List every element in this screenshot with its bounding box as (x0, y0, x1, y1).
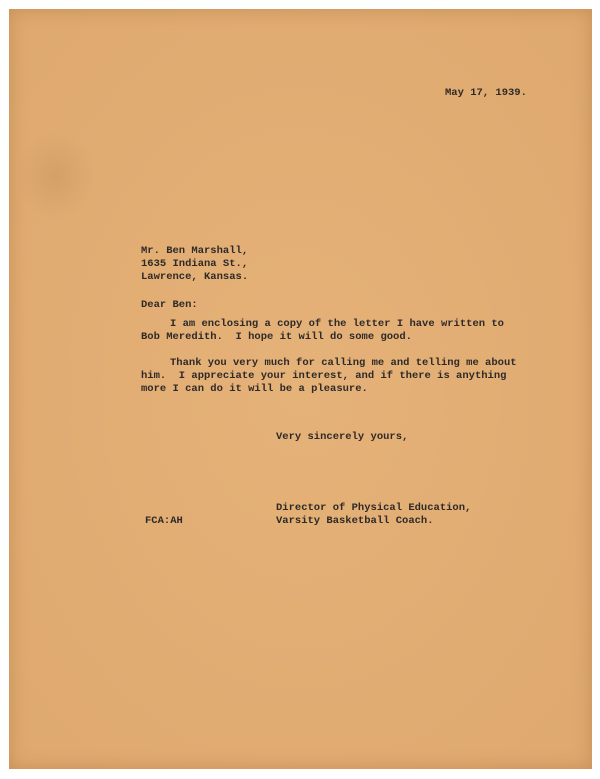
signature-title-line2: Varsity Basketball Coach. (276, 515, 434, 527)
recipient-name: Mr. Ben Marshall, (141, 245, 249, 257)
recipient-city: Lawrence, Kansas. (141, 271, 249, 283)
closing: Very sincerely yours, (276, 431, 409, 443)
letter-date: May 17, 1939. (445, 87, 527, 99)
paragraph2-line1: Thank you very much for calling me and telling me about (170, 357, 517, 369)
paragraph1-line2: Bob Meredith. I hope it will do some good. (141, 331, 412, 343)
paragraph2-line3: more I can do it will be a pleasure. (141, 383, 368, 395)
typist-initials: FCA:AH (145, 515, 183, 527)
recipient-street: 1635 Indiana St., (141, 258, 249, 270)
paragraph1-line1: I am enclosing a copy of the letter I have written to (170, 318, 504, 330)
letter-page (9, 9, 592, 769)
paragraph2-line2: him. I appreciate your interest, and if there is anything (141, 370, 507, 382)
salutation: Dear Ben: (141, 299, 198, 311)
signature-title-line1: Director of Physical Education, (276, 502, 472, 514)
